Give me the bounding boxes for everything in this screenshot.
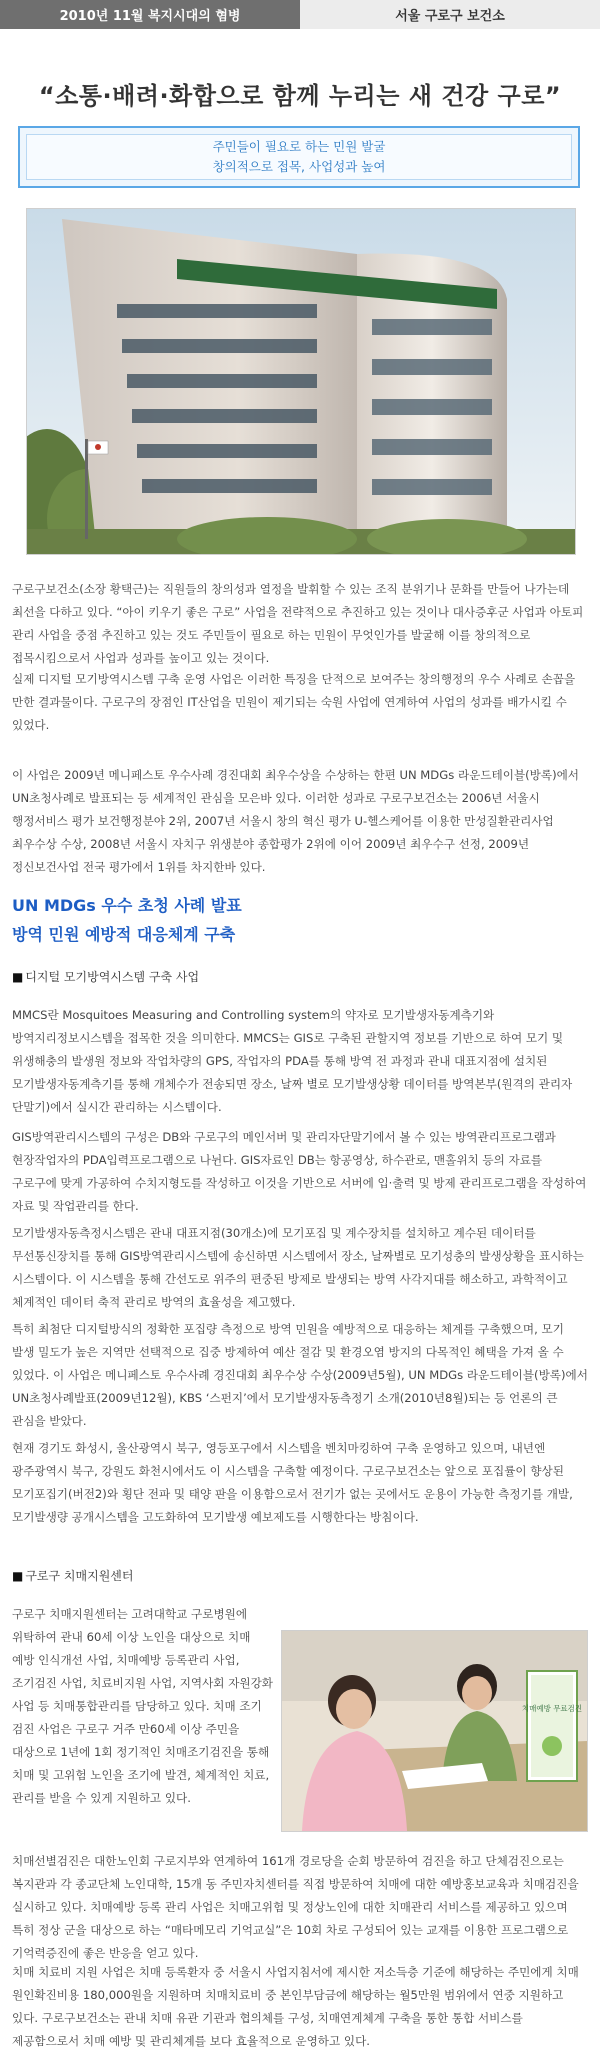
issue-label: 2010년 11월 복지시대의 혐병 [0,0,300,29]
intro-paragraph-3: 이 사업은 2009년 메니페스토 우수사례 경진대회 최우수상을 수상하는 한편 UN MDGs 라운드테이블(방록)에서 UN초청사례로 발표되는 등 세계적인 관심을 모은바 있다. 이러한 성과로 구로구보건소는 2006년 서울시 행정서비스 평가 보건행정분야 2위, 2007년 서울시 창의 혁신 평가 U-헬스케어를 이용한 만성질환관리사업 최우수상 수상, 2008년 서울시 자치구 위생분야 종합평가 2위에 이어 2009년 최우수구 선정, 2009년 정신보건사업 전국 평가에서 1위를 차지한바 있다. [12,768,579,874]
mosquito-paragraph-4: 특히 최첨단 디지털방식의 정확한 포집량 측정으로 방역 민원을 예방적으로 대응하는 체계를 구축했으며, 모기 발생 밀도가 높은 지역만 선택적으로 집중 방제하여 예산 절감 및 환경오염 방지의 다목적인 혜택을 가져 올 수 있었다. 이 사업은 메니페스토 우수사례 경진대회 최우수상 수상(2009년5월), UN MDGs 라운드테이블(방록)에서 UN초청사례발표(2009년12월), KBS ‘스펀지’에서 모기발생자동측정기 소개(2010년8월)되는 등 언론의 큰 관심을 받았다. [12,1322,588,1428]
sign-text: 치매예방 무료검진 [521,1704,583,1713]
dementia-paragraph-2: 치매선별검진은 대한노인회 구로지부와 연계하여 161개 경로당을 순회 방문하여 검진을 하고 단체검진으로는 복지관과 각 종교단체 노인대학, 15개 동 주민자치센터를 직접 방문하여 치매에 대한 예방홍보교육과 치매검진을 실시하고 있다. 치매예방 등록 관리 사업은 치매고위험 및 정상노인에 대한 치매관리 서비스를 제공하고 있으며 특히 정상 군을 대상으로 하는 “매타메모리 기억교실”은 10회 차로 구성되어 있는 교재를 이용한 프로그램으로 기억력증진에 좋은 반응을 얻고 있다. [12,1854,579,1960]
header-bar [0,0,600,29]
summary-line-1: 주민들이 필요로 하는 민원 발굴 [212,139,386,154]
summary-box [18,126,580,188]
intro-paragraph-1: 구로구보건소(소장 황택근)는 직원들의 창의성과 열정을 발휘할 수 있는 조직 분위기나 문화를 만들어 나가는데 최선을 다하고 있다. “아이 키우기 좋은 구로” 사업을 전략적으로 추진하고 있는 것이나 대사증후군 사업과 아토피 관리 사업을 중점 추진하고 있는 것도 주민들이 필요로 하는 민원이 무엇인가를 발굴해 이를 창의적으로 접목시킴으로서 사업과 성과를 높이고 있는 것이다. [12,582,584,665]
mosquito-subheading [12,968,588,985]
mosquito-subheading-text: 디지털 모기방역시스템 구축 사업 [25,970,200,984]
section-heading-2: 방역 민원 예방적 대응체계 구축 [12,925,236,944]
org-label: 서울 구로구 보건소 [300,0,600,29]
dementia-subheading [12,1567,588,1584]
article-title: “소통·배려·화합으로 함께 누리는 새 건강 구로” [38,82,562,110]
summary-line-2: 창의적으로 접목, 사업성과 높여 [212,159,386,174]
dementia-paragraph-3: 치매 치료비 지원 사업은 치매 등록환자 중 서울시 사업지침서에 제시한 저소득층 기준에 해당하는 주민에게 치매 원인확진비용 180,000원을 지원하며 치매치료비 중 본인부담금에 해당하는 월5만원 범위에서 연중 지원하고 있다. 구로구보건소는 관내 치매 유관 기관과 협의체를 구성, 치매연계체계 구축을 통한 통합 서비스를 제공함으로서 치매 예방 및 관리체계를 보다 효율적으로 운영하고 있다. [12,1965,579,2048]
mosquito-paragraph-1: MMCS란 Mosquitoes Measuring and Controlling system의 약자로 모기발생자동계측기와 방역지리정보시스템을 접목한 것을 의미한다. MMCS는 GIS로 구축된 관할지역 정보를 기반으로 하여 모기 및 위생해충의 발생원 정보와 작업차량의 GPS, 작업자의 PDA를 통해 방역 전 과정과 관내 대표지점에 설치된 모기발생자동계측기를 통해 개체수가 전송되면 장소, 날짜 별로 모기발생상황 데이터를 방역본부(원격의 관리자 단말기)에서 실시간 관리하는 시스템이다. [12,1008,573,1114]
section-heading-1: UN MDGs 우수 초청 사례 발표 [12,896,242,915]
mosquito-paragraph-2: GIS방역관리시스템의 구성은 DB와 구로구의 메인서버 및 관리자단말기에서 볼 수 있는 방역관리프로그램과 현장작업자의 PDA입력프로그램으로 나뉜다. GIS자료인 DB는 항공영상, 하수관로, 맨홀위치 등의 자료를 구로구에 맞게 가공하여 수치지형도를 작성하고 이것을 기반으로 서버에 입·출력 및 방제 관리프로그램을 작성하여 자료 및 작업관리를 한다. [12,1130,587,1213]
dementia-subheading-text: 구로구 치매지원센터 [25,1569,134,1583]
square-bullet-icon: ■ [12,970,24,984]
mosquito-paragraph-3: 모기발생자동측정시스템은 관내 대표지점(30개소)에 모기포집 및 계수장치를 설치하고 계수된 데이터를 무선통신장치를 통해 GIS방역관리시스템에 송신하면 시스템에서 장소, 날짜별로 모기성충의 발생상황을 표시하는 시스템이다. 이 시스템을 통해 간선도로 위주의 편중된 방제로 발생되는 방역 사각지대를 해소하고, 과학적이고 체계적인 데이터 축적 관리로 방역의 효율성을 제고했다. [12,1226,584,1309]
consultation-illustration [282,1631,587,1831]
intro-paragraph-2: 실제 디지털 모기방역시스템 구축 운영 사업은 이러한 특징을 단적으로 보여주는 창의행정의 우수 사례로 손꼽을 만한 결과물이다. 구로구의 장점인 IT산업을 민원이 제기되는 숙원 사업에 연계하여 사업의 성과를 배가시킬 수 있었다. [12,672,576,732]
mosquito-paragraph-5: 현재 경기도 화성시, 울산광역시 북구, 영등포구에서 시스템을 벤치마킹하여 구축 운영하고 있으며, 내년엔 광주광역시 북구, 강원도 화천시에서도 이 시스템을 구축할 예정이다. 구로구보건소는 앞으로 포집률이 향상된 모기포집기(버전2)와 횡단 전파 및 태양 판을 이용함으로서 전기가 없는 곳에서도 운용이 가능한 측정기를 개발, 모기발생량 공개시스템을 고도화하여 모기발생 예보제도를 시행한다는 방침이다. [12,1441,573,1524]
consultation-photo [281,1630,588,1832]
square-bullet-icon: ■ [12,1569,24,1583]
building-illustration [27,209,575,554]
dementia-paragraph-1: 구로구 치매지원센터는 고려대학교 구로병원에 위탁하여 관내 60세 이상 노인을 대상으로 치매 예방 인식개선 사업, 치매예방 등록관리 사업, 조기검진 사업, 치료비지원 사업, 지역사회 자원강화 사업 등 치매통합관리를 담당하고 있다. 치매 조기 검진 사업은 구로구 거주 만60세 이상 주민을 대상으로 1년에 1회 정기적인 치매조기검진을 통해 치매 및 고위험 노인을 조기에 발견, 체계적인 치료, 관리를 받을 수 있게 지원하고 있다. [12,1607,273,1805]
summary-box-inner [26,134,572,180]
building-photo [26,208,576,555]
